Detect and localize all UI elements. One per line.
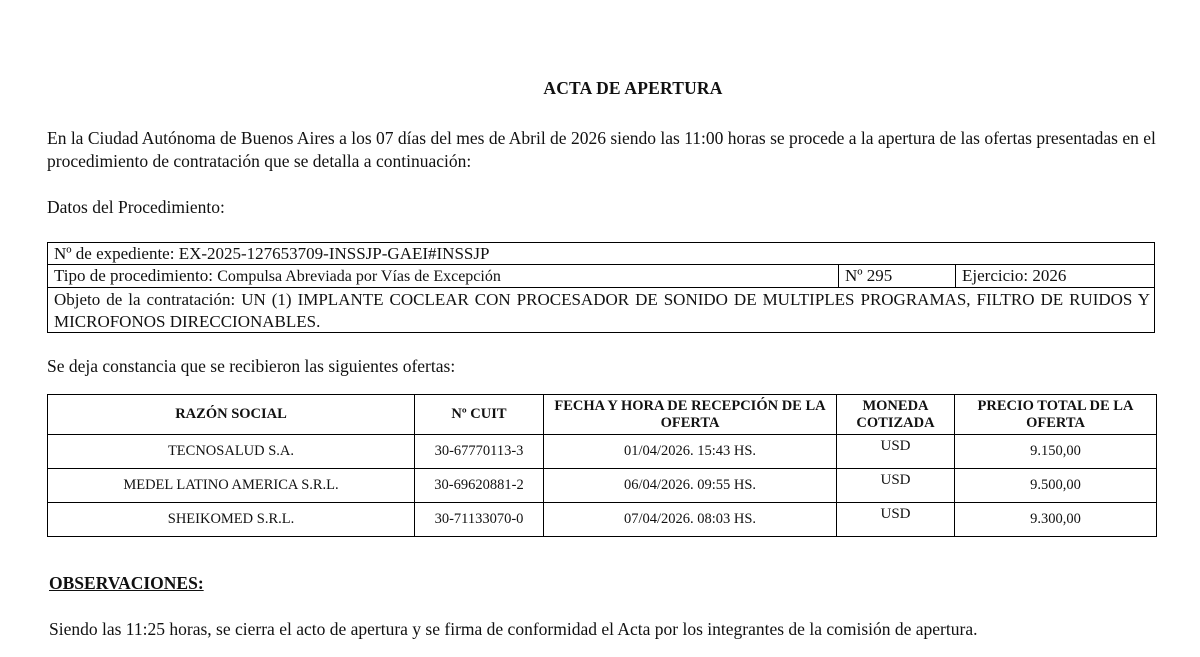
header-razon-social: RAZÓN SOCIAL: [48, 395, 415, 435]
cell-razon-social: TECNOSALUD S.A.: [48, 435, 415, 469]
header-cuit: Nº CUIT: [415, 395, 544, 435]
cell-fecha-hora: 07/04/2026. 08:03 HS.: [544, 503, 837, 537]
cell-fecha-hora: 01/04/2026. 15:43 HS.: [544, 435, 837, 469]
observations-text: Siendo las 11:25 horas, se cierra el acto de apertura y se firma de conformidad el Acta por los integrantes de la comisión de apertura.: [49, 619, 978, 639]
cell-moneda: USD: [837, 469, 955, 503]
cell-fecha-hora: 06/04/2026. 09:55 HS.: [544, 469, 837, 503]
cell-moneda: USD: [837, 503, 955, 537]
header-moneda: MONEDA COTIZADA: [837, 395, 955, 435]
table-row: [48, 435, 1157, 469]
expediente-row: [48, 243, 1154, 265]
cell-cuit: 30-71133070-0: [415, 503, 544, 537]
cell-cuit: 30-69620881-2: [415, 469, 544, 503]
table-row: [48, 469, 1157, 503]
intro-paragraph: En la Ciudad Autónoma de Buenos Aires a los 07 días del mes de Abril de 2026 siendo las 11:00 horas se procede a la apertura de las ofertas presentadas en el procedimiento de contratación que se detalla a continuación:: [47, 128, 1156, 171]
tipo-value: Compulsa Abreviada por Vías de Excepción: [217, 268, 501, 285]
expediente-text: Nº de expediente: EX-2025-127653709-INSSJP-GAEI#INSSJP: [54, 244, 490, 263]
document-title: ACTA DE APERTURA: [543, 78, 723, 98]
tipo-row: [48, 265, 1154, 288]
observations-heading: OBSERVACIONES:: [49, 573, 204, 593]
cell-precio-total: 9.500,00: [955, 469, 1157, 503]
procedure-data-label: Datos del Procedimiento:: [47, 197, 225, 217]
procedure-number: Nº 295: [838, 265, 950, 287]
cell-moneda: USD: [837, 435, 955, 469]
tipo-cell: [54, 265, 501, 287]
table-row: [48, 503, 1157, 537]
cell-precio-total: 9.150,00: [955, 435, 1157, 469]
procedure-box: [47, 242, 1155, 333]
header-precio-total: PRECIO TOTAL DE LA OFERTA: [955, 395, 1157, 435]
ejercicio-value: Ejercicio: 2026: [955, 265, 1155, 287]
cell-razon-social: MEDEL LATINO AMERICA S.R.L.: [48, 469, 415, 503]
tipo-label: Tipo de procedimiento:: [54, 266, 218, 285]
objeto-text: Objeto de la contratación: UN (1) IMPLANTE COCLEAR CON PROCESADOR DE SONIDO DE MULTIPLES PROGRAMAS, FILTRO DE RUIDOS Y MICROFONOS DIRECCIONABLES.: [54, 290, 1150, 331]
cell-razon-social: SHEIKOMED S.R.L.: [48, 503, 415, 537]
cell-precio-total: 9.300,00: [955, 503, 1157, 537]
offers-intro-label: Se deja constancia que se recibieron las siguientes ofertas:: [47, 356, 456, 376]
header-fecha-hora: FECHA Y HORA DE RECEPCIÓN DE LA OFERTA: [544, 395, 837, 435]
cell-cuit: 30-67770113-3: [415, 435, 544, 469]
offers-header-row: [48, 395, 1157, 435]
offers-table: [47, 394, 1157, 537]
